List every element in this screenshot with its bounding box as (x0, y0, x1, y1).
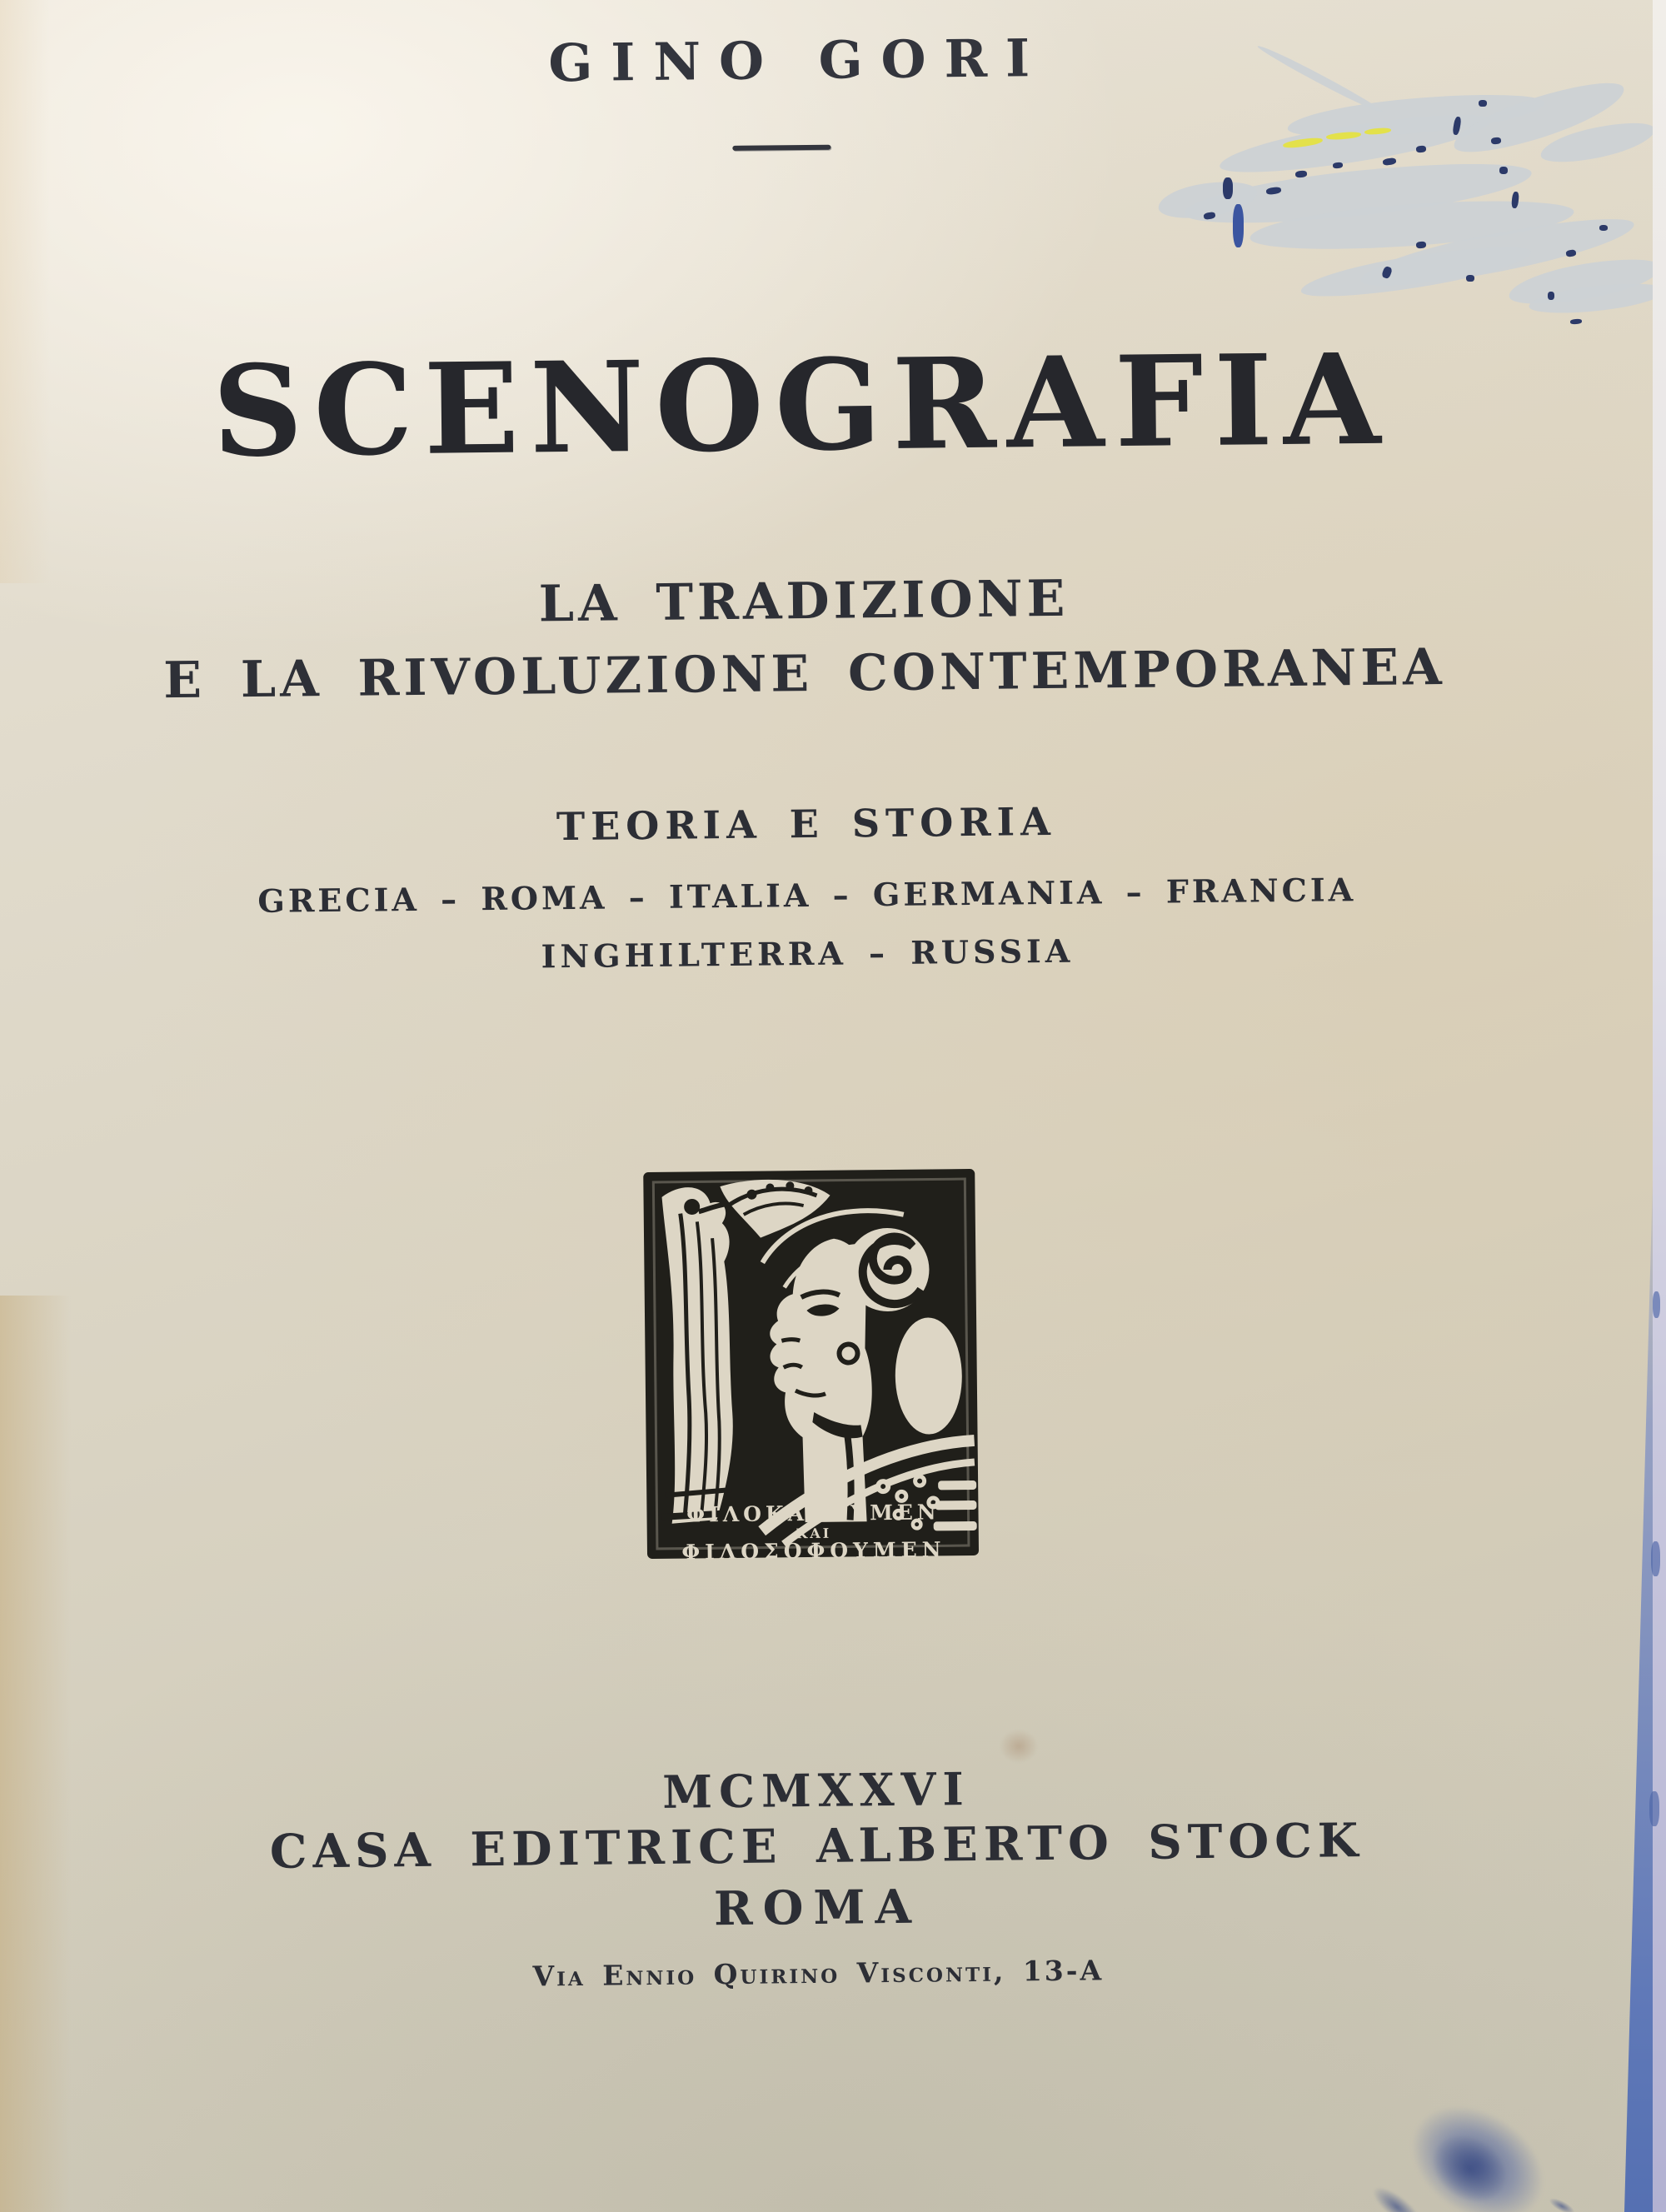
subtitle-line-1: LA TRADIZIONE (538, 569, 1070, 634)
page-edge (1653, 0, 1666, 2212)
page-edge-mark (1649, 1791, 1659, 1826)
ink-fleck (1570, 318, 1582, 324)
ink-fleck (1416, 241, 1427, 248)
ink-fleck (1466, 275, 1474, 282)
book-title: SCENOGRAFIA (212, 326, 1392, 486)
greek-motto-line-1: ΦΙΛΟΚΑΛΟΥΜΕΝ (686, 1500, 940, 1527)
subtitle-line-2: E LA RIVOLUZIONE CONTEMPORANEA (162, 637, 1446, 711)
imprint-city: ROMA (713, 1879, 922, 1937)
ink-fleck (1416, 145, 1427, 152)
stain-spot (1000, 1730, 1038, 1763)
ink-fleck (1599, 225, 1608, 231)
series-heading: TEORIA E STORIA (556, 798, 1057, 850)
greek-motto-line-3: ΦΙΛΟΣΟΦΟΥΜΕΝ (681, 1537, 946, 1565)
ink-fleck (1566, 249, 1577, 257)
publisher-device-emblem (636, 1161, 986, 1568)
erased-inscription (1150, 79, 1666, 346)
ink-fleck (1383, 157, 1397, 166)
ink-fleck (1479, 100, 1487, 107)
author-name: GINO GORI (548, 27, 1049, 94)
page-edge-mark (1653, 1291, 1660, 1318)
imprint-address: Via Ennio Quirino Visconti, 13-A (532, 1954, 1105, 1993)
greek-motto-line-2: ΚΑΙ (796, 1525, 832, 1542)
ink-fleck (1499, 167, 1508, 174)
imprint-publisher: CASA EDITRICE ALBERTO STOCK (269, 1813, 1364, 1880)
series-countries-line-1: GRECIA – ROMA – ITALIA – GERMANIA – FRANCIA (257, 871, 1357, 920)
ink-fleck (1548, 292, 1554, 300)
series-countries-line-2: INGHILTERRA – RUSSIA (541, 931, 1075, 976)
ink-fleck (1233, 204, 1244, 247)
page-edge-mark (1651, 1541, 1660, 1576)
imprint-year: MCMXXVI (661, 1762, 971, 1819)
author-rule-divider (732, 145, 831, 151)
ink-fleck (1223, 177, 1233, 199)
ink-fleck (1333, 162, 1344, 168)
